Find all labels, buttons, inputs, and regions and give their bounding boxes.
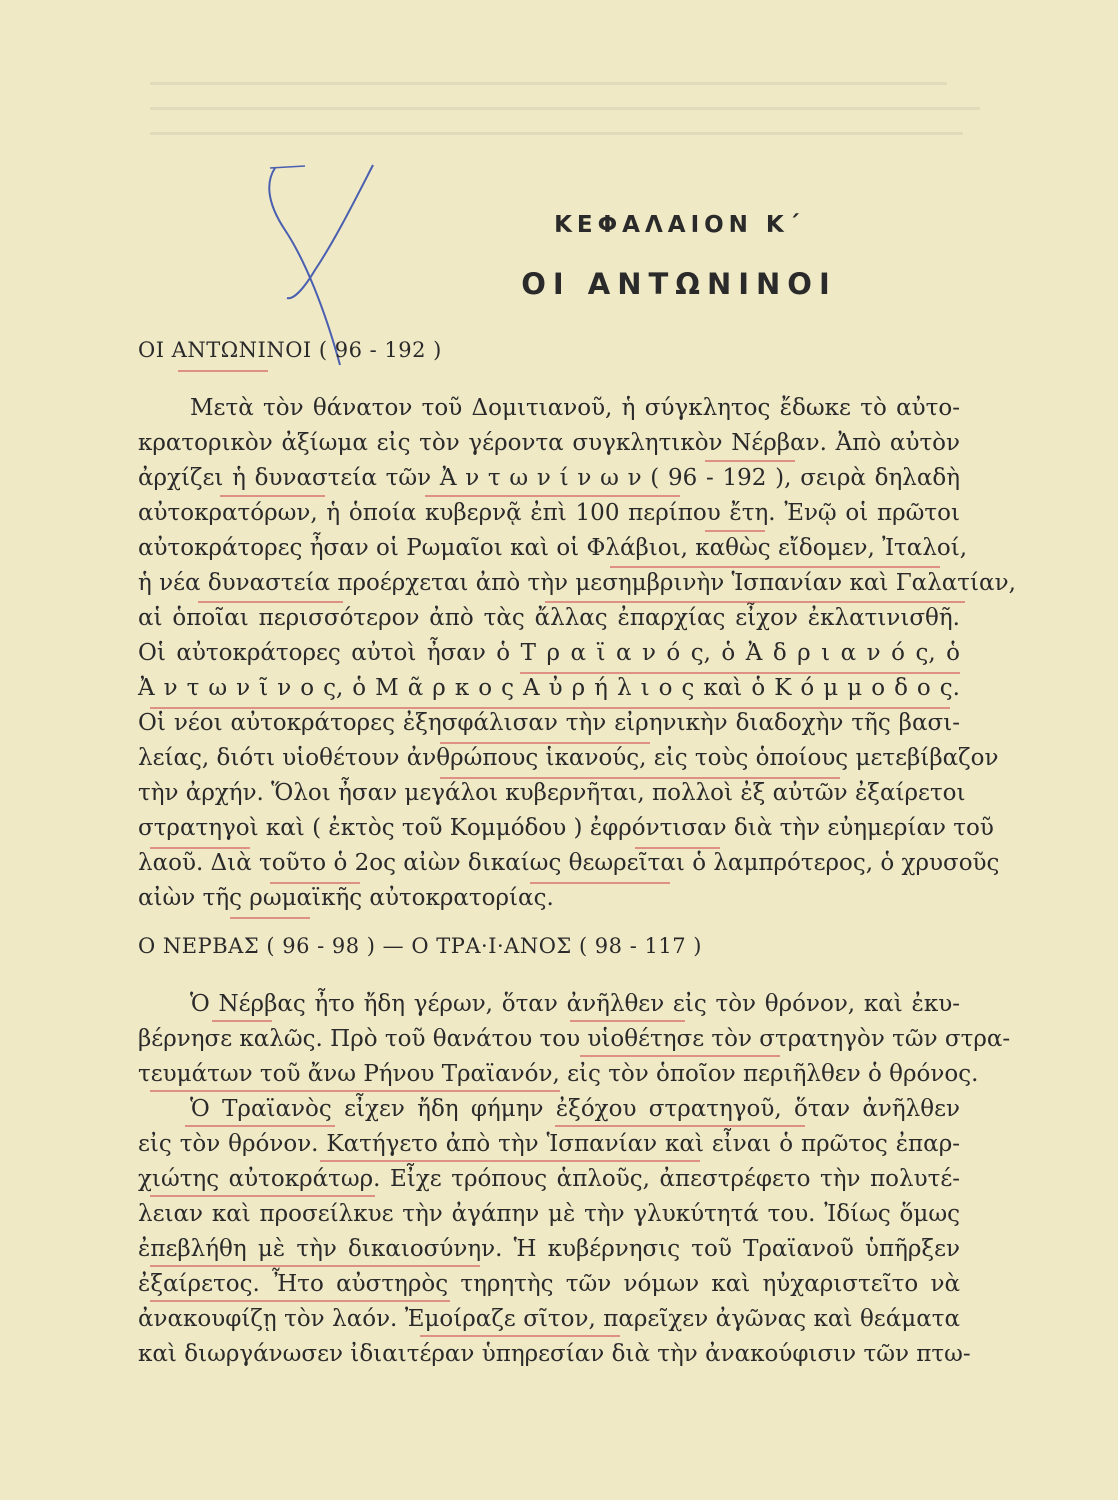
red-underline <box>530 882 670 884</box>
red-underline <box>230 917 310 919</box>
text-line: καὶ διωργάνωσεν ἰδιαιτέραν ὑπηρεσίαν διὰ τὴν ἀνακούφισιν τῶν πτω- <box>138 1341 971 1367</box>
text-line: στρατηγοὶ καὶ ( ἐκτὸς τοῦ Κομμόδου ) ἐφρόντισαν διὰ τὴν εὐημερίαν τοῦ <box>138 815 994 841</box>
chapter-title: ΟΙ ΑΝΤΩΝΙΝΟΙ <box>521 267 837 301</box>
text-line: Οἱ νέοι αὐτοκράτορες ἐξησφάλισαν τὴν εἰρηνικὴν διαδοχὴν τῆς βασι- <box>138 710 960 736</box>
text-line: χιώτης αὐτοκράτωρ. Εἶχε τρόπους ἁπλοῦς, ἀπεστρέφετο τὴν πολυτέ- <box>138 1166 960 1192</box>
red-underline <box>555 1125 805 1127</box>
red-underline <box>270 882 360 884</box>
text-line: Ὁ Τραϊανὸς εἶχεν ἤδη φήμην ἐξόχου στρατηγοῦ, ὅταν ἀνῆλθεν <box>190 1096 960 1122</box>
red-underline <box>705 460 795 462</box>
bleed-through-text <box>150 60 980 150</box>
text-line: ἀρχίζει ἡ δυναστεία τῶν Ἀ ν τ ω ν ί ν ω ν ( 96 - 192 ), σειρὰ δηλαδὴ <box>138 465 960 491</box>
red-underline <box>635 847 720 849</box>
text-line: Οἱ αὐτοκράτορες αὐτοὶ ἦσαν ὁ Τ ρ α ϊ α ν ό ς, ὁ Ἀ δ ρ ι α ν ό ς, ὁ <box>138 640 960 666</box>
paragraph-antonines <box>138 391 1016 916</box>
red-underline <box>220 495 325 497</box>
text-line: λειαν καὶ προσείλκυε τὴν ἀγάπην μὲ τὴν γλυκύτητά του. Ἰδίως ὅμως <box>138 1201 960 1227</box>
section-heading-nerva-trajan: Ο ΝΕΡΒΑΣ ( 96 - 98 ) — Ο ΤΡΑ·Ι·ΑΝΟΣ ( 98 - 117 ) <box>138 934 702 958</box>
text-line: λαοῦ. Διὰ τοῦτο ὁ 2ος αἰὼν δικαίως θεωρεῖται ὁ λαμπρότερος, ὁ χρυσοῦς <box>138 850 1000 876</box>
red-underline <box>150 1195 375 1197</box>
text-line: ἐπεβλήθη μὲ τὴν δικαιοσύνην. Ἡ κυβέρνησις τοῦ Τραϊανοῦ ὑπῆρξεν <box>138 1236 960 1262</box>
text-line: ἡ νέα δυναστεία προέρχεται ἀπὸ τὴν μεσημβρινὴν Ἱσπανίαν καὶ Γαλατίαν, <box>138 570 1016 596</box>
red-underline <box>185 1125 335 1127</box>
text-line: ἐξαίρετος. Ἦτο αὐστηρὸς τηρητὴς τῶν νόμων καὶ ηὐχαριστεῖτο νὰ <box>138 1271 960 1297</box>
red-underline <box>150 847 250 849</box>
red-underline <box>705 530 765 532</box>
red-underline <box>320 1160 700 1162</box>
text-line: τευμάτων τοῦ ἄνω Ρήνου Τραϊανόν, εἰς τὸν ὁποῖον περιῆλθεν ὁ θρόνος. <box>138 1061 979 1087</box>
text-line: Ὁ Νέρβας ἦτο ἤδη γέρων, ὅταν ἀνῆλθεν εἰς τὸν θρόνον, καὶ ἐκυ- <box>190 991 960 1017</box>
red-underline <box>425 495 680 497</box>
red-underline <box>420 1335 620 1337</box>
red-underline <box>440 742 650 744</box>
red-underline <box>150 1300 450 1302</box>
text-line: τὴν ἀρχήν. Ὅλοι ἦσαν μεγάλοι κυβερνῆται, πολλοὶ ἐξ αὐτῶν ἐξαίρετοι <box>138 780 966 806</box>
text-line: εἰς τὸν θρόνον. Κατήγετο ἀπὸ τὴν Ἱσπανίαν καὶ εἶναι ὁ πρῶτος ἐπαρ- <box>138 1131 960 1157</box>
section-heading-antonines: ΟΙ ΑΝΤΩΝΙΝΟΙ ( 96 - 192 ) <box>138 338 442 362</box>
red-underline <box>580 1055 780 1057</box>
red-underline <box>440 777 840 779</box>
text-line: αἱ ὁποῖαι περισσότερον ἀπὸ τὰς ἄλλας ἐπαρχίας εἶχον ἐκλατινισθῆ. <box>138 605 960 631</box>
text-line: αὐτοκρατόρων, ἡ ὁποία κυβερνᾷ ἐπὶ 100 περίπου ἔτη. Ἐνῷ οἱ πρῶτοι <box>138 500 960 526</box>
text-line: αὐτοκράτορες ἦσαν οἱ Ρωμαῖοι καὶ οἱ Φλάβιοι, καθὼς εἴδομεν, Ἰταλοί, <box>138 535 968 561</box>
text-line: ἀνακουφίζῃ τὸν λαόν. Ἐμοίραζε σῖτον, παρεῖχεν ἀγῶνας καὶ θεάματα <box>138 1306 960 1332</box>
red-underline <box>520 672 960 674</box>
chapter-number: ΚΕΦΑΛΑΙΟΝ Κ΄ <box>554 212 804 238</box>
red-underline <box>150 1090 560 1092</box>
text-line: Μετὰ τὸν θάνατον τοῦ Δομιτιανοῦ, ἡ σύγκλητος ἔδωκε τὸ αὐτο- <box>190 395 960 421</box>
text-line: βέρνησε καλῶς. Πρὸ τοῦ θανάτου του υἱοθέτησε τὸν στρατηγὸν τῶν στρα- <box>138 1026 1011 1052</box>
red-underline <box>570 1020 685 1022</box>
red-underline <box>198 601 343 603</box>
red-underline <box>545 601 965 603</box>
text-line: κρατορικὸν ἀξίωμα εἰς τὸν γέροντα συγκλητικὸν Νέρβαν. Ἀπὸ αὐτὸν <box>138 430 960 456</box>
text-line: αἰὼν τῆς ρωμαϊκῆς αὐτοκρατορίας. <box>138 885 554 911</box>
paragraph-nerva-trajan <box>138 987 1011 1372</box>
red-underline <box>150 707 950 709</box>
text-line: Ἀ ν τ ω ν ῖ ν ο ς, ὁ Μ ᾶ ρ κ ο ς Α ὐ ρ ή λ ι ο ς καὶ ὁ Κ ό μ μ ο δ ο ς. <box>138 675 960 701</box>
red-underline <box>610 566 940 568</box>
red-underline <box>150 1265 480 1267</box>
red-underline <box>178 370 268 372</box>
text-line: λείας, διότι υἱοθέτουν ἀνθρώπους ἱκανούς, εἰς τοὺς ὁποίους μετεβίβαζον <box>138 745 999 771</box>
red-underline <box>212 1020 272 1022</box>
